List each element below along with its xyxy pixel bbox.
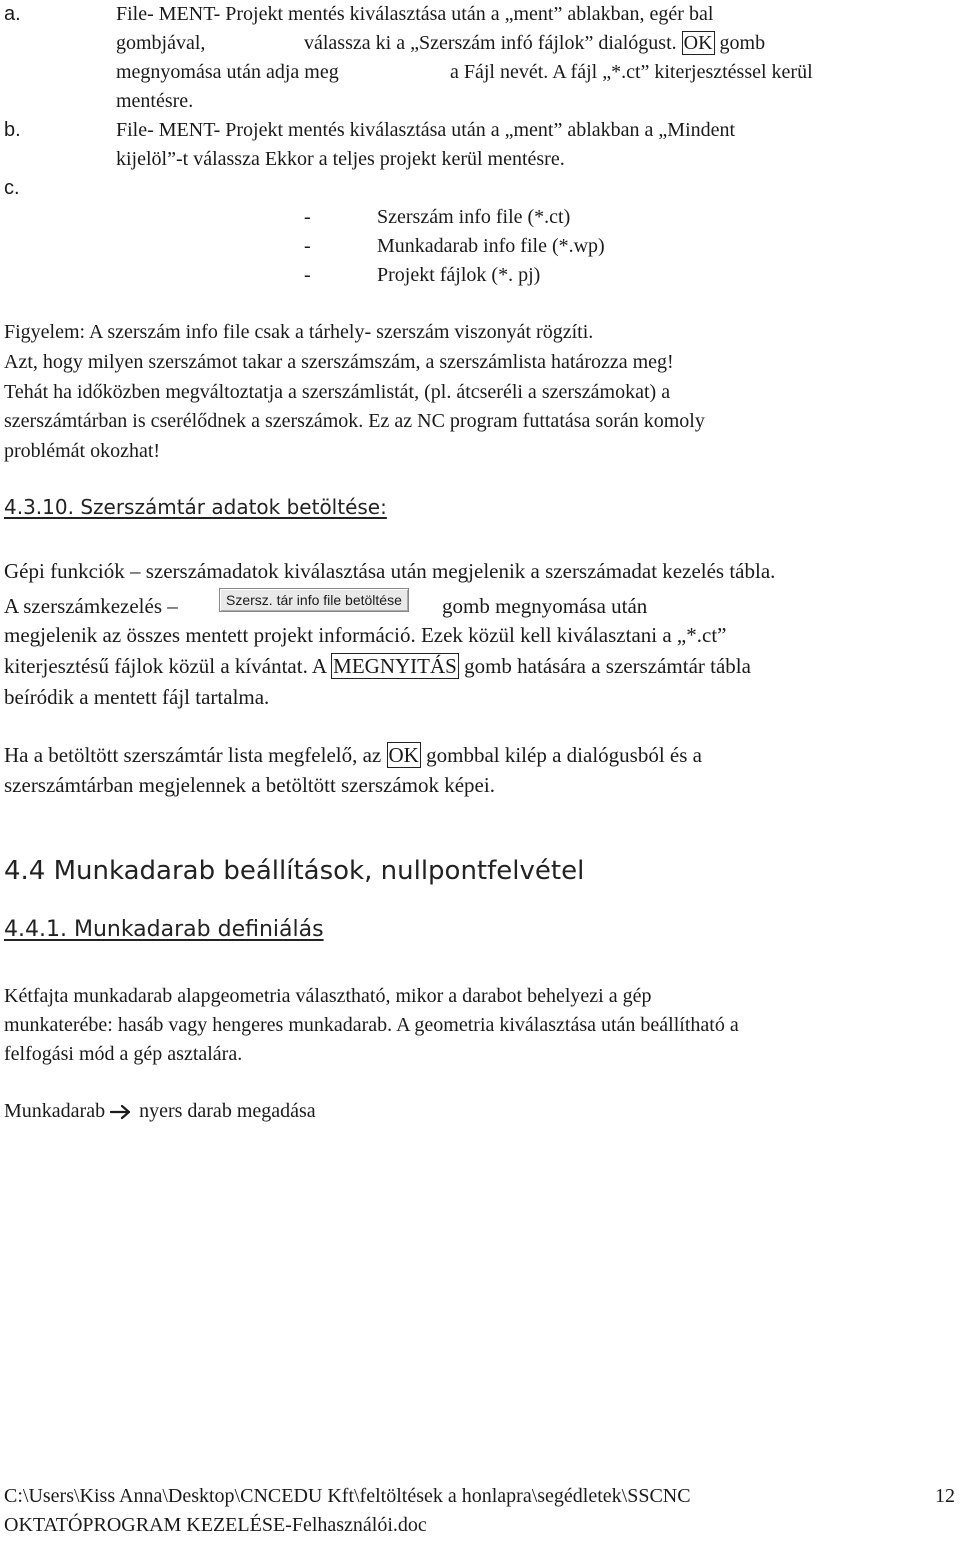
dash-3: - bbox=[304, 264, 311, 286]
section-4310-line: Gépi funkciók – szerszámadatok kiválasztása után megjelenik a szerszámadat kezelés tábla. bbox=[4, 559, 776, 583]
section-heading-4-4-1: 4.4.1. Munkadarab definiálás bbox=[4, 917, 324, 942]
ok-button-ref: OK bbox=[388, 743, 419, 767]
workpiece-line bbox=[4, 1097, 316, 1129]
right-arrow-icon bbox=[110, 1100, 134, 1129]
footer-path-line-1: C:\Users\Kiss Anna\Desktop\CNCEDU Kft\feltöltések a honlapra\segédletek\SSCNC bbox=[4, 1485, 691, 1507]
section-44-line: Kétfajta munkadarab alapgeometria választható, mikor a darabot behelyezi a gép bbox=[4, 985, 652, 1007]
list-a-line-4: mentésre. bbox=[116, 90, 194, 112]
section-4310-line bbox=[4, 651, 751, 681]
list-a-line-2c: gomb bbox=[719, 32, 766, 54]
warning-line: Azt, hogy milyen szerszámot takar a szerszámszám, a szerszámlista határozza meg! bbox=[4, 351, 674, 373]
list-b-line-1: File- MENT- Projekt mentés kiválasztása után a „ment” ablakban a „Mindent bbox=[116, 119, 736, 141]
tool-info-load-button-image bbox=[219, 588, 409, 613]
list-a-line-3a: megnyomása után adja meg bbox=[116, 61, 339, 83]
warning-line: Figyelem: A szerszám info file csak a tárhely- szerszám viszonyát rögzíti. bbox=[4, 321, 594, 343]
section-4310-line: A szerszámkezelés – bbox=[4, 594, 178, 618]
section-4310-para2-line-1a: Ha a betöltött szerszámtár lista megfelelő, az bbox=[4, 743, 382, 767]
warning-line: problémát okozhat! bbox=[4, 440, 161, 462]
section-4310-line: megjelenik az összes mentett projekt információ. Ezek közül kell kiválasztani a „*.ct” bbox=[4, 623, 727, 647]
section-4310-line: gomb megnyomása után bbox=[442, 594, 648, 618]
tool-info-load-button-label: Szersz. tár info file betöltése bbox=[219, 588, 409, 612]
section-4310-line: beíródik a mentett fájl tartalma. bbox=[4, 685, 270, 709]
section-4310-para2-line-1b: gombbal kilép a dialógusból és a bbox=[426, 743, 702, 767]
section-44-line: felfogási mód a gép asztalára. bbox=[4, 1043, 243, 1065]
file-type-item: Munkadarab info file (*.wp) bbox=[377, 235, 605, 257]
list-a-line-2b: válassza ki a „Szerszám infó fájlok” dialógust. bbox=[304, 32, 677, 54]
section-heading-4-4: 4.4 Munkadarab beállítások, nullpontfelvétel bbox=[4, 856, 585, 886]
warning-line: Tehát ha időközben megváltoztatja a szerszámlistát, (pl. átcseréli a szerszámokat) a bbox=[4, 381, 671, 403]
section-4310-para2-line bbox=[4, 740, 702, 770]
workpiece-label: Munkadarab bbox=[4, 1100, 106, 1122]
list-a-line-2a: gombjával, bbox=[116, 32, 206, 54]
open-button-ref: MEGNYITÁS bbox=[333, 654, 457, 678]
list-a-line-2 bbox=[304, 29, 765, 58]
section-4310-line-4b: gomb hatására a szerszámtár tábla bbox=[464, 654, 751, 678]
section-4310-para2-line: szerszámtárban megjelennek a betöltött szerszámok képei. bbox=[4, 773, 495, 797]
footer-path-line-2: OKTATÓPROGRAM KEZELÉSE-Felhasználói.doc bbox=[4, 1514, 427, 1536]
section-4310-line-4a: kiterjesztésű fájlok közül a kívántat. A bbox=[4, 654, 326, 678]
dash-1: - bbox=[304, 206, 311, 228]
section-heading-4-3-10: 4.3.10. Szerszámtár adatok betöltése: bbox=[4, 495, 387, 519]
list-marker-b: b. bbox=[4, 119, 21, 141]
page-number: 12 bbox=[935, 1485, 955, 1507]
list-a-line-3b: a Fájl nevét. A fájl „*.ct” kiterjesztéssel kerül bbox=[450, 61, 813, 83]
list-a-line-1: File- MENT- Projekt mentés kiválasztása után a „ment” ablakban, egér bal bbox=[116, 3, 714, 25]
list-marker-c: c. bbox=[4, 177, 20, 199]
dash-2: - bbox=[304, 235, 311, 257]
ok-button-ref: OK bbox=[683, 32, 713, 54]
section-44-line: munkaterébe: hasáb vagy hengeres munkadarab. A geometria kiválasztása után beállítható a bbox=[4, 1014, 739, 1036]
list-marker-a: a. bbox=[4, 3, 21, 25]
warning-line: szerszámtárban is cserélődnek a szerszámok. Ez az NC program futtatása során komoly bbox=[4, 410, 705, 432]
raw-part-label: nyers darab megadása bbox=[139, 1100, 316, 1122]
file-type-item: Projekt fájlok (*. pj) bbox=[377, 264, 541, 286]
list-b-line-2: kijelöl”-t válassza Ekkor a teljes projekt kerül mentésre. bbox=[116, 148, 565, 170]
file-type-item: Szerszám info file (*.ct) bbox=[377, 206, 571, 228]
